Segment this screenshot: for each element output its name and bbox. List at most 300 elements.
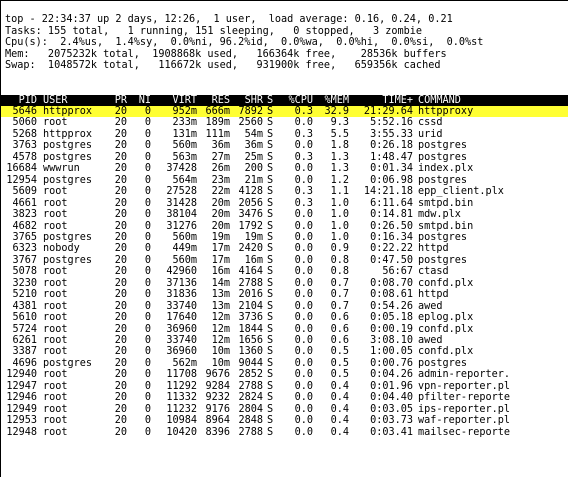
process-virt: 27528 [166, 186, 197, 198]
process-pid: 5724 [12, 323, 37, 335]
summary-cpu: Cpu(s): 2.4%us, 1.4%sy, 0.0%ni, 96.2%id, 0.0%wa, 0.0%hi, 0.0%si, 0.0%st [5, 37, 484, 48]
process-time: 0:26.50 [370, 220, 413, 232]
process-mem: 0.6 [330, 312, 349, 324]
process-pr: 20 [114, 300, 127, 312]
process-cpu: 0.0 [294, 335, 313, 346]
process-shr: 36m [244, 140, 263, 152]
process-row[interactable] [1, 209, 568, 220]
process-pid: 12953 [6, 415, 37, 427]
process-cpu: 0.0 [294, 415, 313, 427]
process-time: 0:08.61 [370, 289, 413, 301]
process-pr: 20 [114, 243, 127, 255]
process-ni: 0 [144, 254, 151, 266]
process-mem: 0.7 [330, 300, 349, 312]
process-cpu: 0.0 [294, 117, 313, 129]
process-time: 0:00.76 [370, 357, 413, 369]
process-user: root [43, 346, 68, 358]
process-command: smtpd.bin [418, 220, 474, 232]
process-time: 0:04.26 [370, 369, 413, 381]
process-pr: 20 [114, 369, 127, 381]
process-user: wwwrun [43, 163, 80, 175]
process-user: root [43, 323, 68, 335]
process-row[interactable] [1, 117, 568, 128]
process-pr: 20 [114, 117, 127, 129]
process-res: 36m [211, 140, 230, 152]
process-shr: 2788 [238, 277, 263, 289]
process-command: postgres [418, 254, 468, 266]
process-ni: 0 [144, 357, 151, 369]
process-row[interactable] [1, 415, 568, 426]
process-res: 17m [211, 243, 230, 255]
process-res: 20m [211, 209, 230, 221]
process-shr: 1844 [238, 323, 263, 335]
process-time: 56:67 [382, 266, 413, 278]
process-state: S [267, 220, 274, 232]
column-header-ni[interactable]: NI [138, 94, 151, 106]
process-cpu: 0.3 [294, 151, 313, 163]
process-virt: 10984 [166, 415, 197, 427]
process-time: 0:08.70 [370, 277, 413, 289]
process-cpu: 0.0 [294, 403, 313, 415]
process-user: root [43, 415, 68, 427]
process-pr: 20 [114, 174, 127, 186]
process-pr: 20 [114, 415, 127, 427]
column-header-pid[interactable]: PID [18, 94, 37, 106]
process-shr: 1792 [238, 220, 263, 232]
process-res: 12m [211, 335, 230, 346]
process-ni: 0 [144, 335, 151, 346]
process-pr: 20 [114, 392, 127, 404]
process-row[interactable] [1, 404, 568, 415]
process-ni: 0 [144, 312, 151, 324]
column-header-pr[interactable]: PR [114, 94, 127, 106]
process-cpu: 0.0 [294, 140, 313, 152]
process-shr: 1360 [238, 346, 263, 358]
process-cpu: 0.0 [294, 243, 313, 255]
process-time: 3:08.10 [370, 335, 413, 346]
process-shr: 7892 [238, 106, 263, 117]
process-res: 189m [205, 117, 230, 129]
process-row[interactable] [1, 266, 568, 277]
process-command: urid [418, 128, 443, 140]
process-command: admin-reporter. [418, 369, 511, 381]
process-user: root [43, 117, 68, 129]
process-table-header [1, 95, 568, 106]
process-user: root [43, 403, 68, 415]
process-pid: 6323 [12, 243, 37, 255]
process-pid: 3387 [12, 346, 37, 358]
process-mem: 0.5 [330, 357, 349, 369]
process-res: 666m [205, 106, 230, 117]
process-virt: 131m [172, 128, 197, 140]
process-res: 9284 [205, 380, 230, 392]
process-command: ips-reporter.pl [418, 403, 511, 415]
process-row[interactable] [1, 289, 568, 300]
process-mem: 1.0 [330, 209, 349, 221]
process-user: root [43, 186, 68, 198]
process-virt: 36960 [166, 323, 197, 335]
process-pr: 20 [114, 266, 127, 278]
process-row[interactable] [1, 175, 568, 186]
process-state: S [267, 426, 274, 438]
process-cpu: 0.3 [294, 128, 313, 140]
process-shr: 25m [244, 151, 263, 163]
process-ni: 0 [144, 369, 151, 381]
process-pid: 3765 [12, 231, 37, 243]
process-res: 17m [211, 254, 230, 266]
process-pr: 20 [114, 220, 127, 232]
process-pr: 20 [114, 335, 127, 346]
process-state: S [267, 335, 274, 346]
process-virt: 11292 [166, 380, 197, 392]
process-row[interactable] [1, 324, 568, 335]
process-ni: 0 [144, 426, 151, 438]
process-command: httpd [418, 289, 449, 301]
process-state: S [267, 403, 274, 415]
process-virt: 31836 [166, 289, 197, 301]
process-cpu: 0.0 [294, 357, 313, 369]
process-mem: 0.4 [330, 392, 349, 404]
process-ni: 0 [144, 300, 151, 312]
process-pid: 12947 [6, 380, 37, 392]
process-virt: 11332 [166, 392, 197, 404]
process-mem: 0.9 [330, 243, 349, 255]
process-time: 0:54.26 [370, 300, 413, 312]
process-mem: 1.0 [330, 220, 349, 232]
process-state: S [267, 392, 274, 404]
process-user: root [43, 197, 68, 209]
process-shr: 2824 [238, 392, 263, 404]
process-row[interactable] [1, 243, 568, 254]
process-row[interactable] [1, 255, 568, 266]
process-mem: 0.4 [330, 403, 349, 415]
process-virt: 17640 [166, 312, 197, 324]
process-user: root [43, 392, 68, 404]
process-virt: 560m [172, 231, 197, 243]
process-time: 0:01.96 [370, 380, 413, 392]
process-cpu: 0.0 [294, 369, 313, 381]
process-time: 6:11.64 [370, 197, 413, 209]
process-virt: 449m [172, 243, 197, 255]
process-pr: 20 [114, 163, 127, 175]
summary-memory: Mem: 2075232k total, 1908868k used, 166364k free, 28536k buffers [5, 48, 447, 60]
process-ni: 0 [144, 197, 151, 209]
process-row[interactable] [1, 221, 568, 232]
process-row[interactable] [1, 312, 568, 323]
process-shr: 2056 [238, 197, 263, 209]
process-mem: 9.3 [330, 117, 349, 129]
process-mem: 0.7 [330, 289, 349, 301]
process-user: root [43, 220, 68, 232]
process-user: postgres [43, 357, 93, 369]
column-header-virt[interactable]: VIRT [172, 94, 197, 106]
process-row[interactable] [1, 232, 568, 243]
process-row[interactable] [1, 278, 568, 289]
process-virt: 560m [172, 254, 197, 266]
process-res: 10m [211, 346, 230, 358]
process-row[interactable] [1, 301, 568, 312]
process-time: 0:03.41 [370, 426, 413, 438]
column-header-shr[interactable]: SHR [244, 94, 263, 106]
process-user: root [43, 300, 68, 312]
process-command: mailsec-reporte [418, 426, 511, 438]
process-res: 10m [211, 357, 230, 369]
process-command: postgres [418, 151, 468, 163]
process-row[interactable] [1, 129, 568, 140]
column-header-state[interactable]: S [267, 94, 274, 106]
process-mem: 1.0 [330, 231, 349, 243]
process-pr: 20 [114, 106, 127, 117]
process-pid: 5078 [12, 266, 37, 278]
process-pid: 4578 [12, 151, 37, 163]
process-user: root [43, 209, 68, 221]
process-shr: 3476 [238, 209, 263, 221]
process-shr: 2420 [238, 243, 263, 255]
process-row[interactable] [1, 369, 568, 380]
process-time: 0:14.81 [370, 209, 413, 221]
process-state: S [267, 369, 274, 381]
process-ni: 0 [144, 128, 151, 140]
process-row[interactable] [1, 381, 568, 392]
process-virt: 562m [172, 357, 197, 369]
column-header-res[interactable]: RES [211, 94, 230, 106]
process-res: 23m [211, 174, 230, 186]
column-header-mem[interactable]: %MEM [324, 94, 349, 106]
process-shr: 2560 [238, 117, 263, 129]
process-pr: 20 [114, 289, 127, 301]
process-pid: 12949 [6, 403, 37, 415]
column-header-time[interactable]: TIME+ [382, 94, 413, 106]
process-state: S [267, 415, 274, 427]
process-virt: 560m [172, 140, 197, 152]
process-row[interactable] [1, 198, 568, 209]
process-pid: 4381 [12, 300, 37, 312]
process-command: index.plx [418, 163, 474, 175]
process-res: 9176 [205, 403, 230, 415]
process-mem: 1.0 [330, 197, 349, 209]
process-mem: 32.9 [324, 106, 349, 117]
process-user: httpprox [43, 106, 93, 117]
process-user: httpprox [43, 128, 93, 140]
process-cpu: 0.0 [294, 254, 313, 266]
process-command: awed [418, 335, 443, 346]
process-shr: 2848 [238, 415, 263, 427]
process-command: httpd [418, 243, 449, 255]
column-header-command[interactable]: COMMAND [418, 94, 461, 106]
process-time: 0:04.40 [370, 392, 413, 404]
process-time: 1:48.47 [370, 151, 413, 163]
process-state: S [267, 346, 274, 358]
process-state: S [267, 140, 274, 152]
process-time: 0:26.18 [370, 140, 413, 152]
process-ni: 0 [144, 392, 151, 404]
process-mem: 1.3 [330, 151, 349, 163]
process-virt: 38104 [166, 209, 197, 221]
process-mem: 0.5 [330, 346, 349, 358]
process-cpu: 0.0 [294, 380, 313, 392]
process-shr: 4164 [238, 266, 263, 278]
process-command: epp_client.plx [418, 186, 504, 198]
process-time: 0:16.34 [370, 231, 413, 243]
process-row[interactable] [1, 392, 568, 403]
process-cpu: 0.0 [294, 209, 313, 221]
process-virt: 36960 [166, 346, 197, 358]
process-state: S [267, 209, 274, 221]
process-virt: 11708 [166, 369, 197, 381]
process-ni: 0 [144, 220, 151, 232]
process-state: S [267, 289, 274, 301]
process-row[interactable] [1, 427, 568, 438]
process-mem: 0.4 [330, 380, 349, 392]
process-state: S [267, 380, 274, 392]
process-shr: 16m [244, 254, 263, 266]
process-ni: 0 [144, 231, 151, 243]
process-pid: 12946 [6, 392, 37, 404]
process-ni: 0 [144, 403, 151, 415]
process-user: postgres [43, 140, 93, 152]
process-cpu: 0.0 [294, 277, 313, 289]
process-row[interactable] [1, 358, 568, 369]
process-res: 14m [211, 277, 230, 289]
process-cpu: 0.0 [294, 231, 313, 243]
process-mem: 0.6 [330, 323, 349, 335]
process-mem: 0.4 [330, 426, 349, 438]
process-pr: 20 [114, 254, 127, 266]
process-res: 13m [211, 300, 230, 312]
process-pid: 4682 [12, 220, 37, 232]
process-pid: 12954 [6, 174, 37, 186]
process-time: 0:01.34 [370, 163, 413, 175]
process-virt: 563m [172, 151, 197, 163]
process-mem: 5.5 [330, 128, 349, 140]
process-virt: 37136 [166, 277, 197, 289]
process-user: root [43, 312, 68, 324]
process-pr: 20 [114, 140, 127, 152]
process-virt: 33740 [166, 300, 197, 312]
process-row[interactable] [1, 140, 568, 151]
process-user: root [43, 289, 68, 301]
process-command: ctasd [418, 266, 449, 278]
process-state: S [267, 174, 274, 186]
process-state: S [267, 323, 274, 335]
process-state: S [267, 254, 274, 266]
process-time: 5:52.16 [370, 117, 413, 129]
process-state: S [267, 186, 274, 198]
process-row[interactable] [1, 106, 568, 117]
process-virt: 37428 [166, 163, 197, 175]
process-time: 1:00.05 [370, 346, 413, 358]
process-user: root [43, 369, 68, 381]
process-pid: 3767 [12, 254, 37, 266]
process-state: S [267, 357, 274, 369]
process-command: smtpd.bin [418, 197, 474, 209]
process-pr: 20 [114, 151, 127, 163]
process-pid: 5210 [12, 289, 37, 301]
process-pr: 20 [114, 186, 127, 198]
process-cpu: 0.0 [294, 163, 313, 175]
process-res: 26m [211, 163, 230, 175]
process-command: postgres [418, 357, 468, 369]
process-command: postgres [418, 174, 468, 186]
process-cpu: 0.0 [294, 174, 313, 186]
process-virt: 564m [172, 174, 197, 186]
process-command: confd.plx [418, 346, 474, 358]
summary-swap: Swap: 1048572k total, 116672k used, 931900k free, 659356k cached [5, 60, 441, 71]
process-user: nobody [43, 243, 80, 255]
process-mem: 1.8 [330, 140, 349, 152]
process-cpu: 0.0 [294, 266, 313, 278]
process-command: confd.plx [418, 323, 474, 335]
process-state: S [267, 163, 274, 175]
summary-uptime: top - 22:34:37 up 2 days, 12:26, 1 user, load average: 0.16, 0.24, 0.21 [5, 14, 453, 25]
process-ni: 0 [144, 174, 151, 186]
process-pr: 20 [114, 403, 127, 415]
process-res: 8396 [205, 426, 230, 438]
process-cpu: 0.0 [294, 392, 313, 404]
column-header-user[interactable]: USER [43, 94, 68, 106]
process-ni: 0 [144, 186, 151, 198]
process-command: awed [418, 300, 443, 312]
process-row[interactable] [1, 335, 568, 346]
process-res: 111m [205, 128, 230, 140]
process-time: 0:00.19 [370, 323, 413, 335]
process-pr: 20 [114, 209, 127, 221]
process-res: 16m [211, 266, 230, 278]
process-command: cssd [418, 117, 443, 129]
process-user: root [43, 335, 68, 346]
process-pr: 20 [114, 426, 127, 438]
process-shr: 200 [244, 163, 263, 175]
process-time: 0:03.73 [370, 415, 413, 427]
process-shr: 2788 [238, 426, 263, 438]
process-cpu: 0.0 [294, 426, 313, 438]
process-pid: 5610 [12, 312, 37, 324]
process-res: 8964 [205, 415, 230, 427]
process-command: waf-reporter.pl [418, 415, 511, 427]
process-res: 19m [211, 231, 230, 243]
process-ni: 0 [144, 151, 151, 163]
process-command: mdw.plx [418, 209, 461, 221]
process-pr: 20 [114, 197, 127, 209]
process-row[interactable] [1, 186, 568, 197]
process-virt: 11232 [166, 403, 197, 415]
process-shr: 2016 [238, 289, 263, 301]
process-pid: 3763 [12, 140, 37, 152]
process-mem: 1.1 [330, 186, 349, 198]
process-mem: 0.4 [330, 415, 349, 427]
process-shr: 3736 [238, 312, 263, 324]
process-pid: 5060 [12, 117, 37, 129]
process-state: S [267, 243, 274, 255]
process-ni: 0 [144, 346, 151, 358]
process-row[interactable] [1, 163, 568, 174]
process-row[interactable] [1, 152, 568, 163]
process-state: S [267, 231, 274, 243]
process-shr: 54m [244, 128, 263, 140]
process-mem: 0.5 [330, 369, 349, 381]
process-state: S [267, 117, 274, 129]
process-time: 0:06.98 [370, 174, 413, 186]
process-row[interactable] [1, 346, 568, 357]
process-pr: 20 [114, 357, 127, 369]
process-time: 3:55.33 [370, 128, 413, 140]
process-user: root [43, 380, 68, 392]
summary-tasks: Tasks: 155 total, 1 running, 151 sleeping, 0 stopped, 3 zombie [5, 25, 423, 37]
process-cpu: 0.0 [294, 312, 313, 324]
process-res: 13m [211, 289, 230, 301]
column-header-cpu[interactable]: %CPU [288, 94, 313, 106]
process-shr: 2804 [238, 403, 263, 415]
